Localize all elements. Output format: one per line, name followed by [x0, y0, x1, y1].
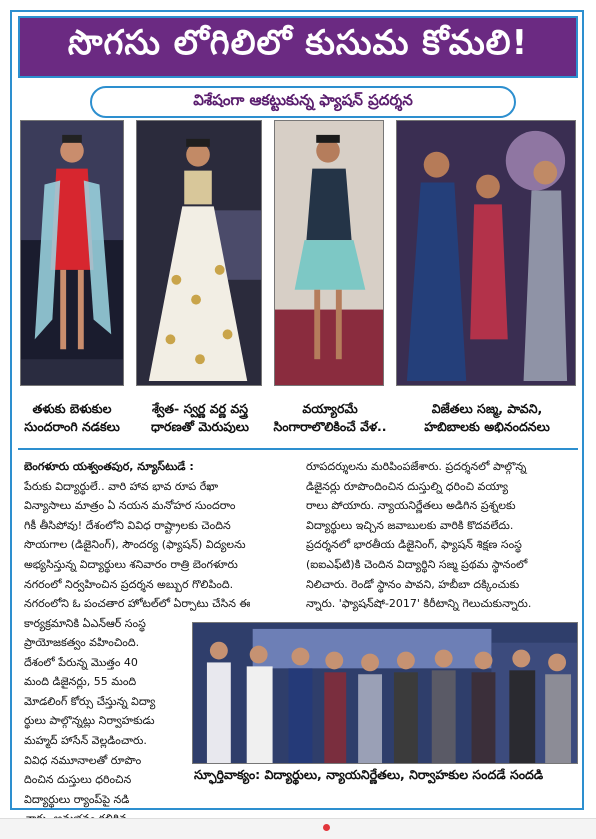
- photo-caption-3: వయ్యారమే సింగారాలొలికించే వేళ..: [273, 401, 387, 434]
- photo-red-dress-model: [20, 120, 124, 386]
- headline: సొగసు లోగిలిలో కుసుమ కోమలి!: [67, 23, 529, 63]
- photo-caption-4: విజేతలు సజ్మ, పావని, హబిబాలకు అభినందనలు: [424, 401, 550, 434]
- article-left-column-top: బెంగళూరు యశ్వంతపుర, న్యూస్‌టుడే : పేరుకు విద్యార్థులే.. వారి హావ భావ రూప రేఖా విన్యాసాలు మాత్రం ఏ నయన మనోహర సుందరాం గికీ తీసిపోవు! దేశంలోని వివిధ రాష్ట్రాలకు చెందిన సొయగాల (డిజైనింగ్), సౌందర్య (ఫ్యాషన్) విద్యలను అభ్యసిస్తున్న విద్యార్థులు శనివారం రాత్రి బెంగళూరు నగరంలో నిర్వహించిన ప్రదర్శన అబ్బుర గొలిపింది. నగరంలోని ఓ పంచతార హోటల్‌లో ఏర్పాటు చేసిన ఈ కార్యక్రమానికి ఏఎన్‌ఆర్ సంస్థ: [24, 460, 251, 630]
- subheadline-banner: [90, 86, 516, 118]
- photo-caption-1: తళుకు బెళుకుల సుందరాంగి నడకలు: [24, 401, 120, 434]
- article-left-column-bottom: ప్రాయోజకత్వం వహించింది. దేశంలో పేరున్న మొత్తం 40 మంది డిజైనర్లు, 55 మంది మోడలింగ్ కోర్సు చేస్తున్న విద్యా ర్థులు పాల్గొన్నట్లు నిర్వాహకుడు మహ్మద్ హాసేన్ వెల్లడించారు. వివిధ నమూనాలతో రూపొం దించిన దుస్తులు ధరించిన విద్యార్థులు ర్యాంప్‌పై నడి: [24, 636, 156, 806]
- section-divider: [18, 448, 578, 450]
- photo-caption-2: శ్వేత- స్వర్ణ వర్ణ వస్త్ర ధారణతో మెరుపులు: [151, 401, 249, 434]
- page-footer-bar: [0, 818, 596, 839]
- subheadline: విశేషంగా ఆకట్టుకున్న ఫ్యాషన్ ప్రదర్శన: [193, 91, 413, 109]
- photo-group-stage: [192, 622, 578, 764]
- photo-white-gold-gown: [136, 120, 262, 386]
- newspaper-clipping: [10, 10, 584, 810]
- photo-sequin-outfit: [274, 120, 384, 386]
- headline-banner: [18, 16, 578, 78]
- group-photo-caption: స్ఫూర్తివాక్యం: విద్యార్థులు, న్యాయనిర్ణేతలు, నిర్వాహకుల సందడే సందడి: [194, 767, 544, 782]
- article-right-column: రూపదర్శులను మరిపింపజేశారు. ప్రదర్శనలో పాల్గొన్న డిజైనర్లు రూపొందించిన దుస్తుల్ని ధరించి వయ్యా రాలు పోయారు. న్యాయనిర్ణేతలు అడిగిన ప్రశ్నలకు విద్యార్థులు ఇచ్చిన జవాబులకు వారికి కొదవలేదు. ప్రదర్శనలో భారతీయ డిజైనింగ్, ఫ్యాషన్ శిక్షణ సంస్థ (ఐఐఎఫ్‌టి)కి చెందిన విద్యార్థిని సజ్మ ప్రథమ స్థానంలో నిలిచారు. రెండో స్థానం పావని, హబీబా దక్కించుకు న్నారు. 'ఫ్యాషన్‌షో-2017' కిరీటాన్ని గెలుచుకున్నారు.: [306, 460, 532, 611]
- page-indicator-dot: [323, 824, 330, 831]
- photo-winners: [396, 120, 576, 386]
